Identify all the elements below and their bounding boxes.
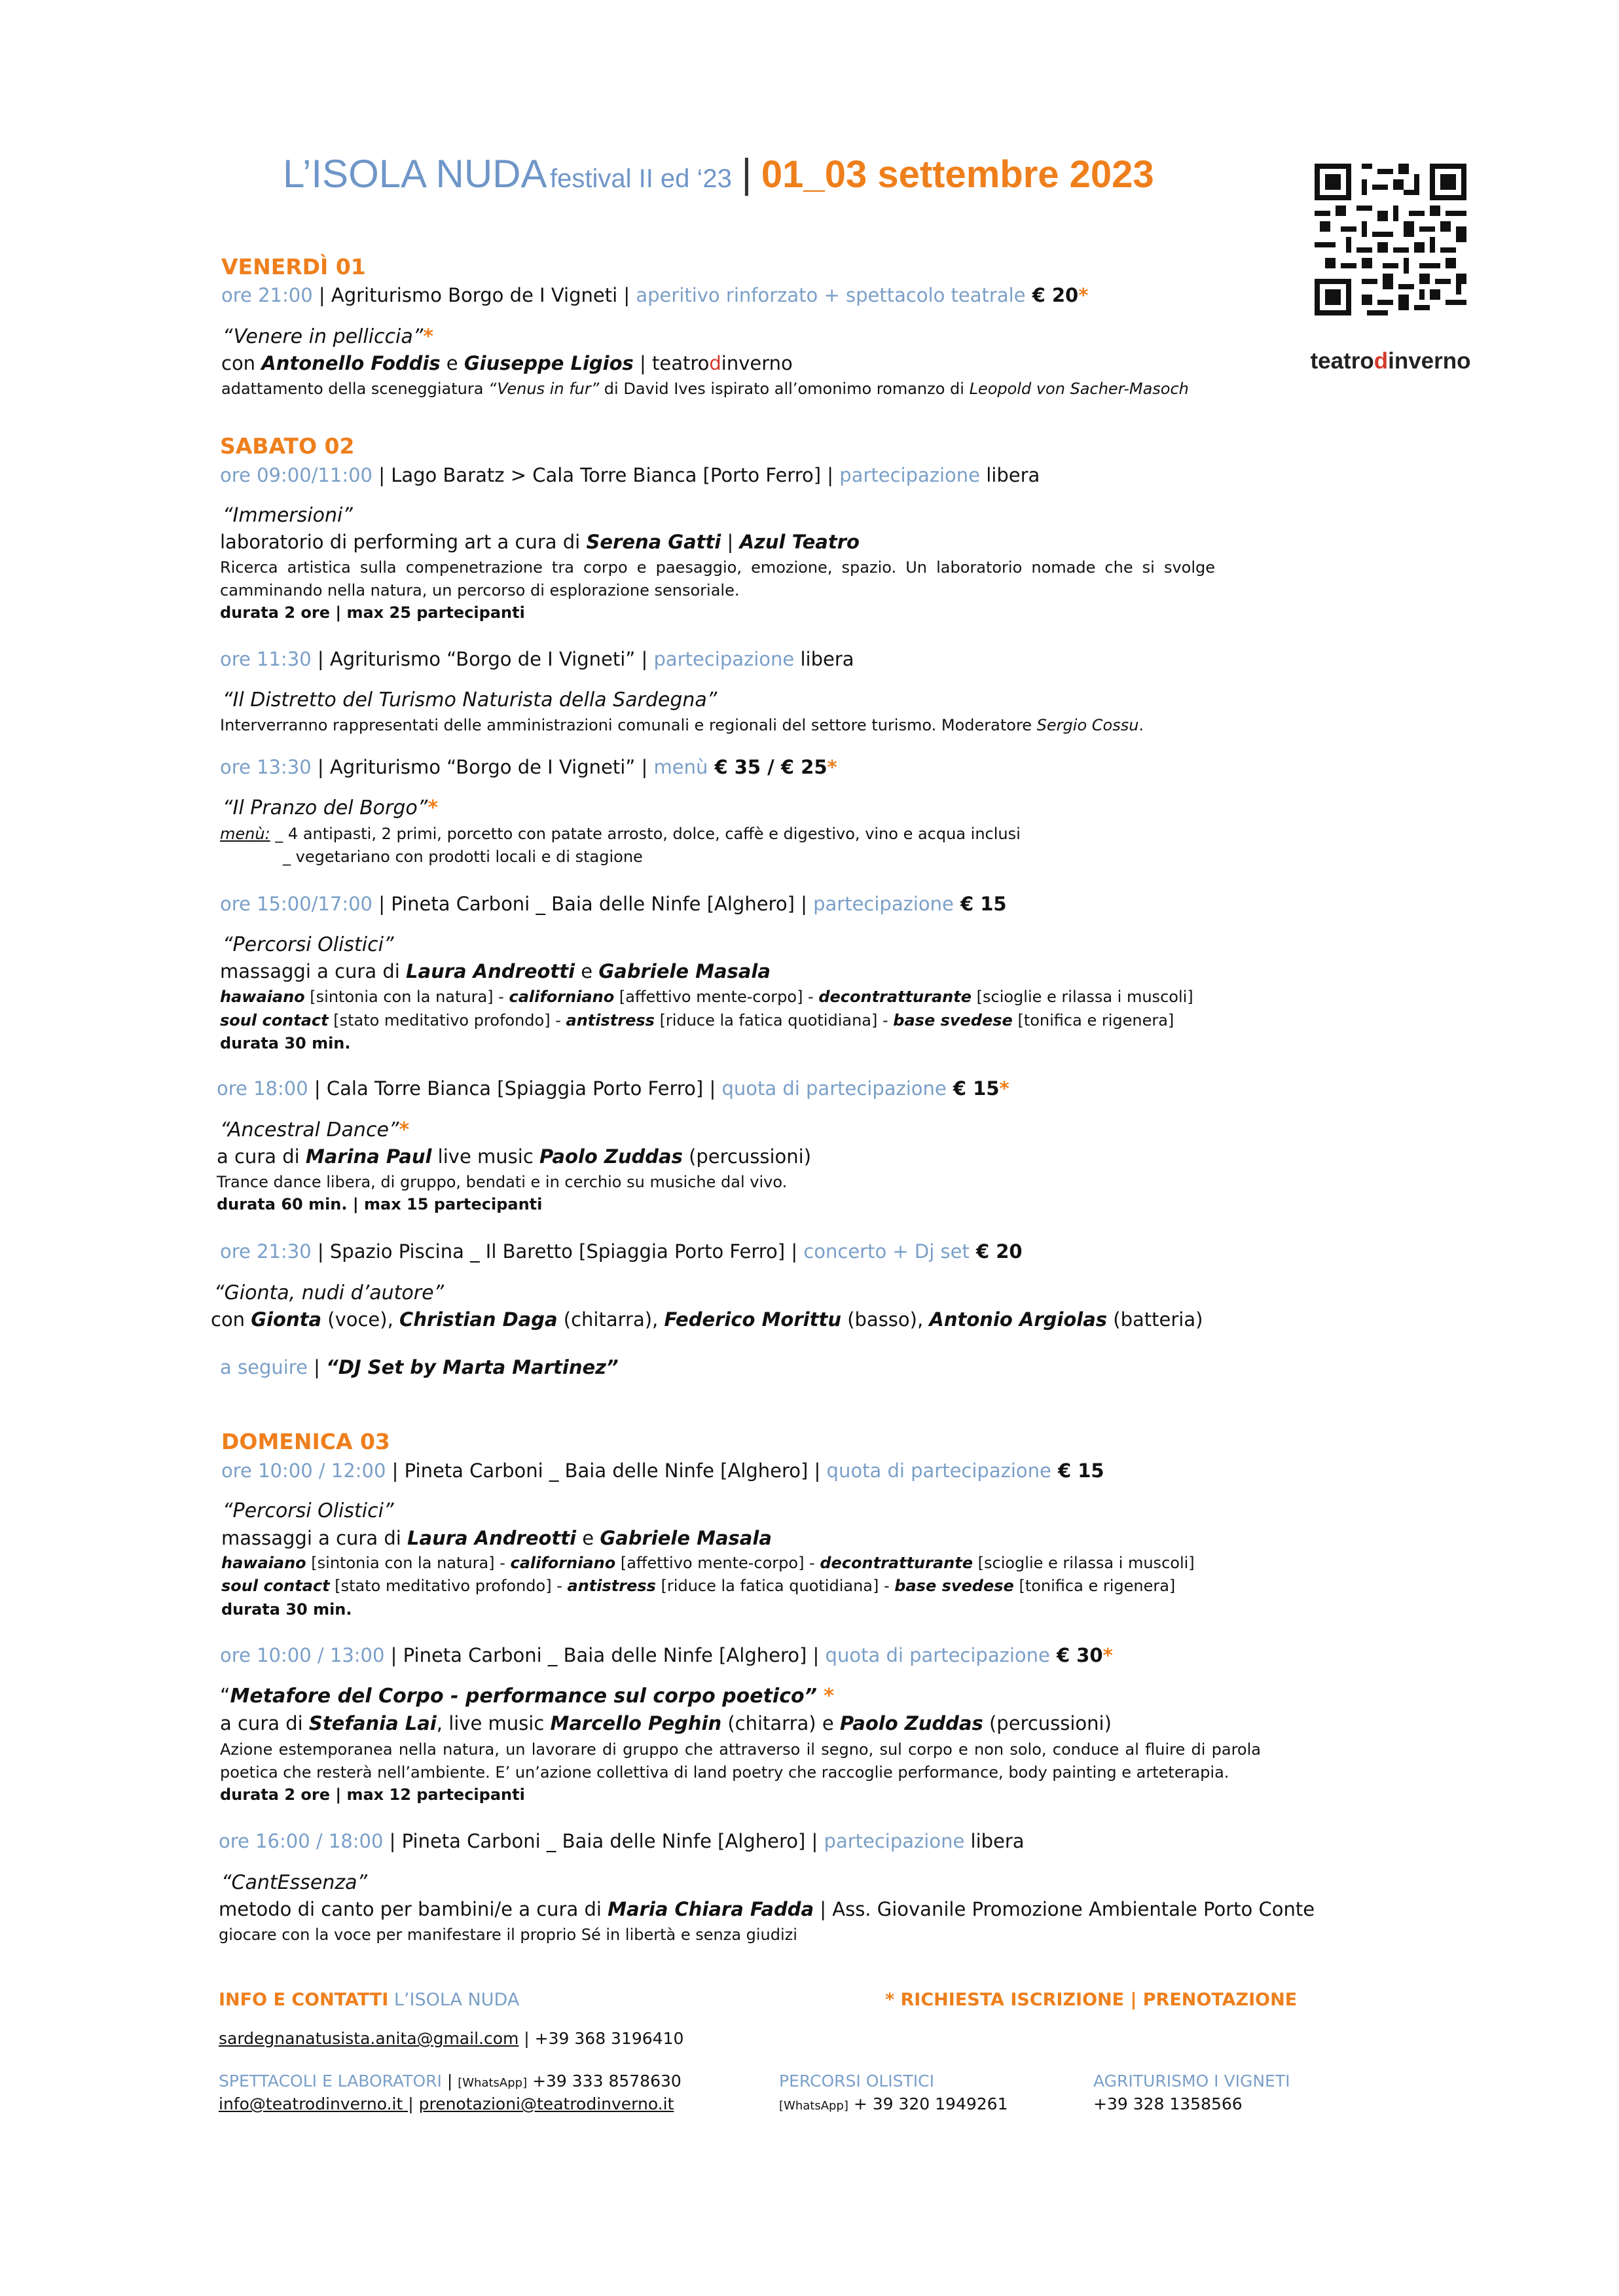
day-saturday: SABATO 02 (220, 433, 355, 459)
event-friday-1-header: ore 21:00 | Agriturismo Borgo de I Vigneti | aperitivo rinforzato + spettacolo teatrale € 20* (221, 284, 1089, 306)
event-saturday-5-cast: a cura di Marina Paul live music Paolo Zuddas (percussioni) (217, 1145, 812, 1168)
day-sunday: DOMENICA 03 (221, 1429, 390, 1454)
event-saturday-2-title: “Il Distretto del Turismo Naturista della Sardegna” (223, 689, 718, 711)
event-saturday-4-list-2: soul contact [stato meditativo profondo] - antistress [riduce la fatica quotidiana] - base svedese [tonifica e rigenera] (220, 1011, 1174, 1030)
event-saturday-2-description: Interverranno rappresentati delle amministrazioni comunali e regionali del settore turismo. Moderatore Sergio Cossu. (220, 716, 1144, 734)
event-sunday-3-title: “CantEssenza” (221, 1871, 368, 1894)
email-link-prenotazioni[interactable]: prenotazioni@teatrodinverno.it (418, 2094, 674, 2113)
event-saturday-4-header: ore 15:00/17:00 | Pineta Carboni _ Baia delle Ninfe [Alghero] | partecipazione € 15 (220, 893, 1007, 915)
footer-shows-emails: info@teatrodinverno.it | prenotazioni@teatrodinverno.it (219, 2094, 674, 2113)
event-saturday-1-title: “Immersioni” (223, 504, 353, 527)
event-sunday-3-header: ore 16:00 / 18:00 | Pineta Carboni _ Baia delle Ninfe [Alghero] | partecipazione libera (219, 1830, 1025, 1852)
event-saturday-5-header: ore 18:00 | Cala Torre Bianca [Spiaggia Porto Ferro] | quota di partecipazione € 15* (217, 1077, 1010, 1100)
qr-code-icon[interactable] (1315, 164, 1466, 315)
event-saturday-1-duration: durata 2 ore | max 25 partecipanti (220, 603, 525, 622)
event-sunday-3-description: giocare con la voce per manifestare il proprio Sé in libertà e senza giudizi (219, 1926, 797, 1944)
event-saturday-4-title: “Percorsi Olistici” (223, 933, 394, 956)
footer-agriturismo-phone: +39 328 1358566 (1093, 2094, 1243, 2113)
event-sunday-1-cast: massaggi a cura di Laura Andreotti e Gabriele Masala (221, 1527, 772, 1549)
day-friday: VENERDÌ 01 (221, 254, 366, 279)
event-sunday-2-header: ore 10:00 / 13:00 | Pineta Carboni _ Baia delle Ninfe [Alghero] | quota di partecipazione € 30* (220, 1644, 1113, 1666)
footer-agriturismo-label: AGRITURISMO I VIGNETI (1093, 2072, 1290, 2090)
footer-contact-1: sardegnanatusista.anita@gmail.com | +39 368 3196410 (219, 2029, 684, 2048)
email-link-info[interactable]: info@teatrodinverno.it (219, 2094, 409, 2113)
event-sunday-1-duration: durata 30 min. (221, 1600, 352, 1619)
event-saturday-5-title: “Ancestral Dance”* (220, 1119, 410, 1141)
event-friday-1-title: “Venere in pelliccia”* (223, 325, 434, 348)
event-sunday-2-cast: a cura di Stefania Lai, live music Marcello Peghin (chitarra) e Paolo Zuddas (percussioni) (220, 1712, 1112, 1734)
event-saturday-2-header: ore 11:30 | Agriturismo “Borgo de I Vigneti” | partecipazione libera (220, 648, 854, 670)
footer-info-heading: INFO E CONTATTI L’ISOLA NUDA (219, 1990, 520, 2010)
event-saturday-3-header: ore 13:30 | Agriturismo “Borgo de I Vigneti” | menù € 35 / € 25* (220, 756, 837, 778)
event-sunday-1-list-2: soul contact [stato meditativo profondo] - antistress [riduce la fatica quotidiana] - base svedese [tonifica e rigenera] (221, 1577, 1176, 1595)
teatrodinverno-logo: teatrodinverno (1310, 348, 1471, 374)
event-saturday-6-cast: con Gionta (voce), Christian Daga (chitarra), Federico Morittu (basso), Antonio Argiolas (batteria) (211, 1308, 1203, 1331)
email-link-anita[interactable]: sardegnanatusista.anita@gmail.com (219, 2029, 519, 2048)
event-sunday-2-title: “Metafore del Corpo - performance sul corpo poetico” * (220, 1685, 835, 1708)
event-saturday-4-duration: durata 30 min. (220, 1034, 351, 1052)
title-dates: 01_03 settembre 2023 (761, 153, 1154, 196)
event-friday-1-cast: con Antonello Foddis e Giuseppe Ligios | teatrodinverno (221, 352, 793, 374)
event-saturday-3-title: “Il Pranzo del Borgo”* (223, 797, 439, 819)
footer-olistici-phone: [WhatsApp] + 39 320 1949261 (779, 2094, 1008, 2113)
event-saturday-5-description: Trance dance libera, di gruppo, bendati e in cerchio su musiche dal vivo. (217, 1173, 788, 1191)
event-saturday-1-cast: laboratorio di performing art a cura di Serena Gatti | Azul Teatro (220, 531, 860, 553)
event-sunday-3-cast: metodo di canto per bambini/e a cura di Maria Chiara Fadda | Ass. Giovanile Promozione Ambientale Porto Conte (219, 1898, 1315, 1920)
event-saturday-5-duration: durata 60 min. | max 15 partecipanti (217, 1195, 543, 1213)
event-saturday-1-description: Ricerca artistica sulla compenetrazione tra corpo e paesaggio, emozione, spazio. Un laboratorio nomade che si svolge camminando nella natura, un percorso di esplorazione sensoriale. (220, 558, 1215, 600)
event-sunday-1-list-1: hawaiano [sintonia con la natura] - californiano [affettivo mente-corpo] - decontratturante [scioglie e rilassa i muscoli] (221, 1554, 1195, 1572)
footer-registration-note: * RICHIESTA ISCRIZIONE | PRENOTAZIONE (885, 1990, 1298, 2010)
event-saturday-1-header: ore 09:00/11:00 | Lago Baratz > Cala Torre Bianca [Porto Ferro] | partecipazione libera (220, 464, 1040, 486)
event-saturday-3-menu: menù: _ 4 antipasti, 2 primi, porcetto con patate arrosto, dolce, caffè e digestivo, vino e acqua inclusi (220, 825, 1021, 843)
event-sunday-2-description: Azione estemporanea nella natura, un lavorare di gruppo che attraverso il segno, sul corpo e non solo, conduce al fluire di parola poetica che resterà nell’ambiente. E’ un’azione collettiva di land poetry che raccoglie performance, body painting e arteterapia. (220, 1740, 1261, 1782)
event-sunday-1-title: “Percorsi Olistici” (223, 1499, 394, 1522)
event-saturday-3-menu-veg: _ vegetariano con prodotti locali e di stagione (283, 848, 643, 866)
event-sunday-2-duration: durata 2 ore | max 12 partecipanti (220, 1785, 525, 1804)
event-friday-1-description: adattamento della sceneggiatura “Venus in fur” di David Ives ispirato all’omonimo romanzo di Leopold von Sacher-Masoch (221, 380, 1189, 398)
event-saturday-6-header: ore 21:30 | Spazio Piscina _ Il Baretto [Spiaggia Porto Ferro] | concerto + Dj set € 20 (220, 1240, 1023, 1263)
event-saturday-6-title: “Gionta, nudi d’autore” (214, 1282, 445, 1304)
title-main: L’ISOLA NUDA (283, 152, 547, 196)
footer-olistici-label: PERCORSI OLISTICI (779, 2072, 935, 2090)
event-sunday-1-header: ore 10:00 / 12:00 | Pineta Carboni _ Baia delle Ninfe [Alghero] | quota di partecipazione € 15 (221, 1460, 1104, 1482)
event-saturday-4-cast: massaggi a cura di Laura Andreotti e Gabriele Masala (220, 960, 771, 982)
title-edition: festival II ed ‘23 (549, 164, 732, 193)
footer-shows-contact: SPETTACOLI E LABORATORI | [WhatsApp] +39 333 8578630 (219, 2072, 682, 2090)
festival-title (283, 151, 1154, 197)
event-saturday-6-follow: a seguire | “DJ Set by Marta Martinez” (220, 1356, 619, 1378)
title-separator: | (741, 151, 752, 196)
event-saturday-4-list-1: hawaiano [sintonia con la natura] - californiano [affettivo mente-corpo] - decontratturante [scioglie e rilassa i muscoli] (220, 988, 1193, 1006)
